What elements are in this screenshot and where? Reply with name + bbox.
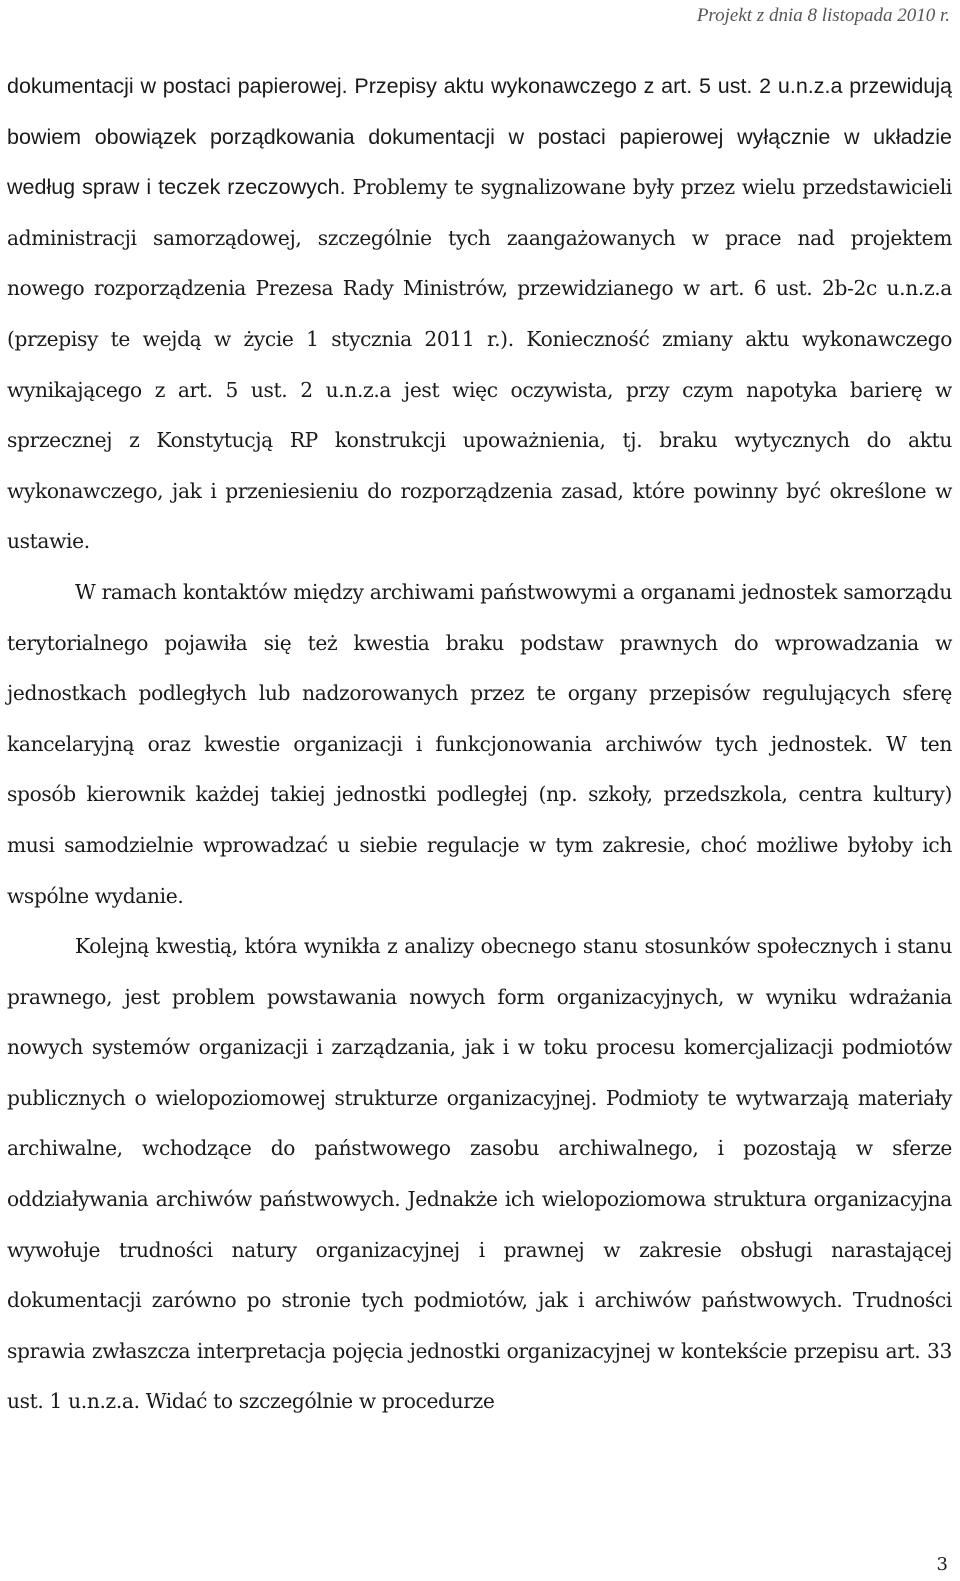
paragraph-1-first-part: dokumentacji w postaci papierowej. Przepisy aktu wykonawczego z art. 5 ust. 2 u.n.z.a przewidują bowiem obowiązek porządkowania dokumentacji w postaci papierowej wyłącznie w układzie według spraw i teczek rzeczowych. — [7, 74, 952, 200]
document-header: Projekt z dnia 8 listopada 2010 r. — [696, 5, 950, 26]
paragraph-1-second-part: Problemy te sygnalizowane były przez wielu przedstawicieli administracji samorządowej, szczególnie tych zaangażowanych w prace nad projektem nowego rozporządzenia Prezesa Rady Ministrów, przewidzianego w art. 6 ust. 2b-2c u.n.z.a (przepisy te wejdą w życie 1 stycznia 2011 r.). Konieczność zmiany aktu wykonawczego wynikającego z art. 5 ust. 2 u.n.z.a jest więc oczywista, przy czym napotyka barierę w sprzecznej z Konstytucją RP konstrukcji upoważnienia, tj. braku wytycznych do aktu wykonawczego, jak i przeniesieniu do rozporządzenia zasad, które powinny być określone w ustawie. — [7, 175, 953, 554]
paragraph-2: W ramach kontaktów między archiwami państwowymi a organami jednostek samorządu terytorialnego pojawiła się też kwestia braku podstaw prawnych do wprowadzania w jednostkach podległych lub nadzorowanych przez te organy przepisów regulujących sferę kancelaryjną oraz kwestie organizacji i funkcjonowania archiwów tych jednostek. W ten sposób kierownik każdej takiej jednostki podległej (np. szkoły, przedszkola, centra kultury) musi samodzielnie wprowadzać u siebie regulacje w tym zakresie, choć możliwe byłoby ich wspólne wydanie. — [7, 579, 952, 908]
paragraph-1 — [7, 61, 952, 567]
paragraph-3: Kolejną kwestią, która wynikła z analizy obecnego stanu stosunków społecznych i stanu prawnego, jest problem powstawania nowych form organizacyjnych, w wyniku wdrażania nowych systemów organizacji i zarządzania, jak i w toku procesu komercjalizacji podmiotów publicznych o wielopoziomowej strukturze organizacyjnej. Podmioty te wytwarzają materiały archiwalne, wchodzące do państwowego zasobu archiwalnego, i pozostają w sferze oddziaływania archiwów państwowych. Jednakże ich wielopoziomowa struktura organizacyjna wywołuje trudności natury organizacyjnej i prawnej w zakresie obsługi narastającej dokumentacji zarówno po stronie tych podmiotów, jak i archiwów państwowych. Trudności sprawia zwłaszcza interpretacja pojęcia jednostki organizacyjnej w kontekście przepisu art. 33 ust. 1 u.n.z.a. Widać to szczególnie w procedurze — [7, 934, 952, 1414]
page-number: 3 — [936, 1554, 948, 1575]
document-body — [7, 61, 952, 1427]
